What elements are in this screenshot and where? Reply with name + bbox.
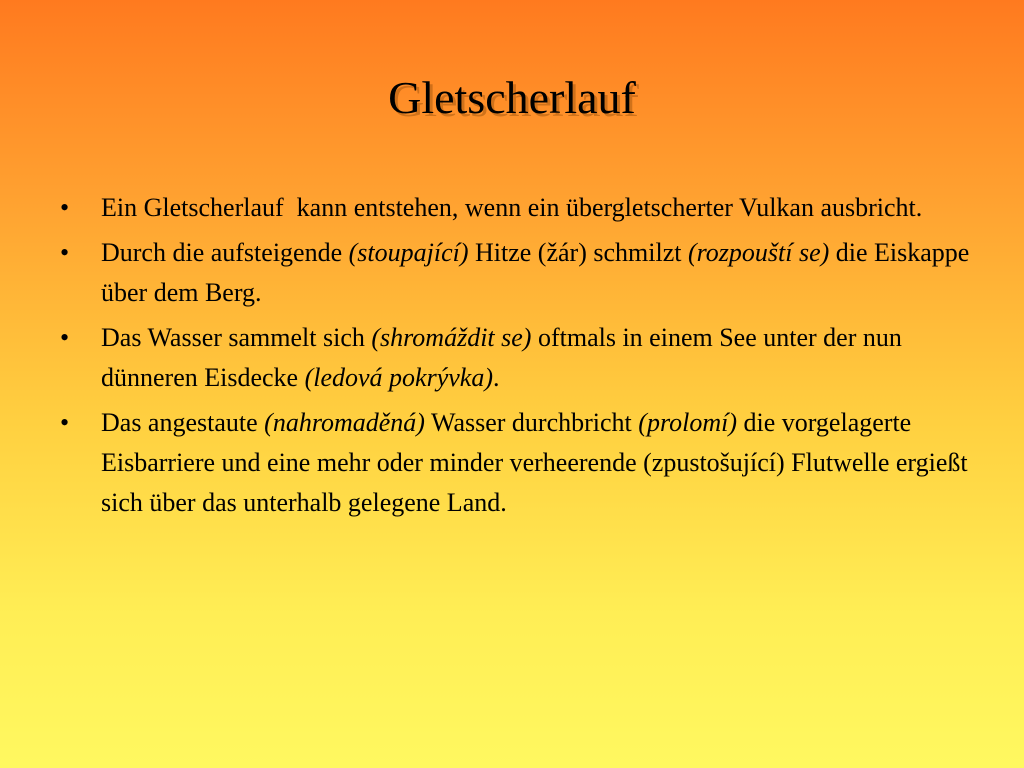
bullet-marker: • xyxy=(60,323,70,352)
text-segment: Durch die aufsteigende xyxy=(101,238,349,267)
text-segment: Das angestaute xyxy=(101,408,265,437)
bullet-item xyxy=(60,188,980,228)
bullet-item xyxy=(60,403,980,523)
czech-translation: (ledová pokrývka) xyxy=(304,363,493,392)
text-segment: die vorgelagerte Eisbarriere und eine mehr oder minder verheerende (zpustošující) Flutwelle ergießt sich über das unterhalb gelegene Land. xyxy=(101,408,968,517)
text-segment: Hitze (žár) schmilzt xyxy=(468,238,688,267)
czech-translation: (stoupající) xyxy=(348,238,469,267)
bullet-item xyxy=(60,318,980,398)
text-segment: Ein Gletscherlauf kann entstehen, wenn ein übergletscherter Vulkan ausbricht. xyxy=(101,193,923,222)
slide-title: Gletscherlauf xyxy=(388,72,636,123)
czech-translation: (prolomí) xyxy=(638,408,737,437)
czech-translation: (rozpouští se) xyxy=(687,238,830,267)
text-segment: Das Wasser sammelt sich xyxy=(101,323,372,352)
bullet-list xyxy=(60,188,980,528)
bullet-marker: • xyxy=(60,193,70,222)
bullet-marker: • xyxy=(60,238,70,267)
bullet-item xyxy=(60,233,980,313)
bullet-marker: • xyxy=(60,408,70,437)
text-segment: Wasser durchbricht xyxy=(424,408,639,437)
czech-translation: (nahromaděná) xyxy=(264,408,425,437)
czech-translation: (shromáždit se) xyxy=(371,323,532,352)
text-segment: die Eiskappe über dem Berg. xyxy=(101,238,970,307)
text-segment: . xyxy=(493,363,500,392)
text-segment: oftmals in einem See unter der nun dünneren Eisdecke xyxy=(101,323,902,392)
